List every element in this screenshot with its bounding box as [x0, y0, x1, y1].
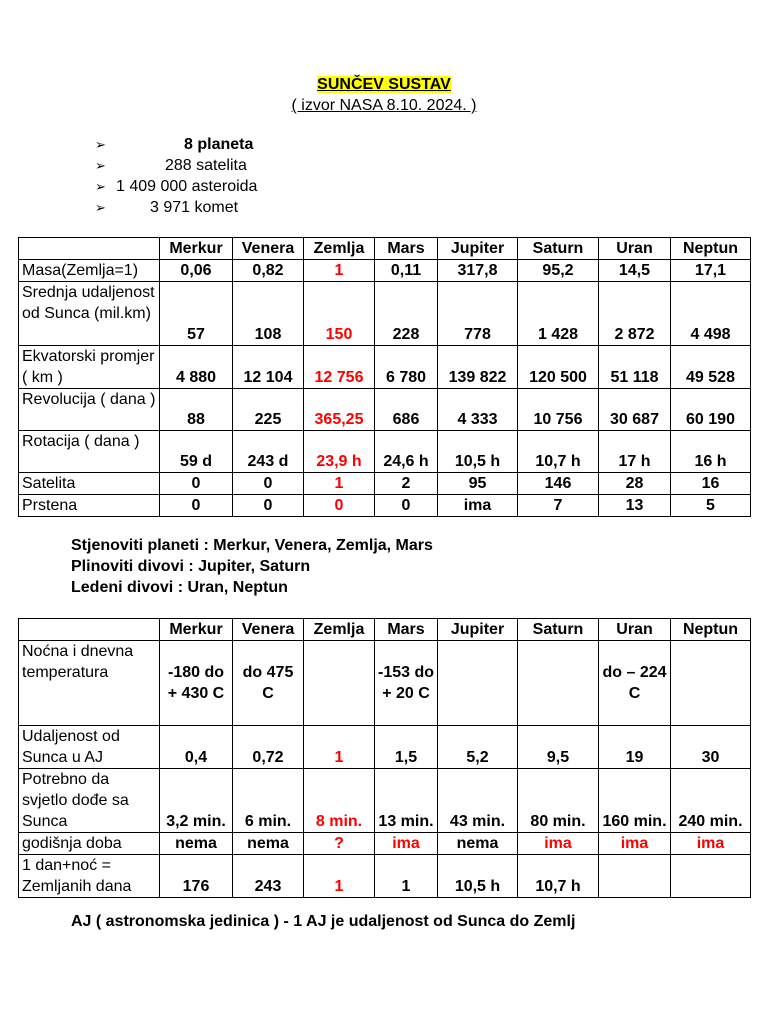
table-cell [518, 641, 599, 726]
title-block [0, 74, 768, 116]
group-gas-giants: Plinoviti divovi : Jupiter, Saturn [71, 558, 311, 575]
table-cell: 225 [233, 389, 304, 431]
row-label: Revolucija ( dana ) [19, 389, 160, 431]
table-cell: nema [160, 833, 233, 855]
table-cell: 0 [160, 495, 233, 517]
table-cell: 2 [375, 473, 438, 495]
row-label: Satelita [19, 473, 160, 495]
table-cell: 23,9 h [304, 431, 375, 473]
table-cell: 1 428 [518, 282, 599, 346]
column-header: Merkur [160, 619, 233, 641]
table-row [19, 431, 751, 473]
table-cell: 19 [599, 726, 671, 769]
table-cell: 4 880 [160, 346, 233, 389]
table-row [19, 473, 751, 495]
table-row [19, 641, 751, 726]
arrow-bullet-icon: ➢ [95, 200, 106, 215]
table-cell: 17 h [599, 431, 671, 473]
table-cell: 43 min. [438, 769, 518, 833]
header-corner [19, 619, 160, 641]
table-cell: nema [233, 833, 304, 855]
table-cell: 5,2 [438, 726, 518, 769]
column-header: Venera [233, 619, 304, 641]
table-cell: 80 min. [518, 769, 599, 833]
list-item-text: 288 satelita [165, 157, 247, 174]
table-cell: 0,11 [375, 260, 438, 282]
table-row [19, 346, 751, 389]
arrow-bullet-icon: ➢ [95, 179, 106, 194]
table-cell: 13 min. [375, 769, 438, 833]
table-cell: 0 [375, 495, 438, 517]
table-cell: 0,4 [160, 726, 233, 769]
table-cell: 7 [518, 495, 599, 517]
table-cell: 243 d [233, 431, 304, 473]
table-cell: 160 min. [599, 769, 671, 833]
table-cell: 95,2 [518, 260, 599, 282]
table-cell: 0,82 [233, 260, 304, 282]
table-cell: 12 104 [233, 346, 304, 389]
table-cell: 10,5 h [438, 431, 518, 473]
column-header: Mars [375, 238, 438, 260]
table-cell: do 475 C [233, 641, 304, 726]
table-cell: 0 [160, 473, 233, 495]
table-cell: 0 [304, 495, 375, 517]
column-header: Zemlja [304, 619, 375, 641]
arrow-bullet-icon: ➢ [95, 137, 106, 152]
table-cell: 4 333 [438, 389, 518, 431]
page-subtitle: ( izvor NASA 8.10. 2024. ) [291, 97, 477, 114]
row-label: Masa(Zemlja=1) [19, 260, 160, 282]
table-row [19, 855, 751, 898]
table-cell: 2 872 [599, 282, 671, 346]
row-label: godišnja doba [19, 833, 160, 855]
table-cell: 228 [375, 282, 438, 346]
table-cell: 686 [375, 389, 438, 431]
table-cell: 88 [160, 389, 233, 431]
table-cell: 243 [233, 855, 304, 898]
planet-conditions-table [18, 618, 751, 898]
table-cell: 1 [304, 726, 375, 769]
table-cell: 95 [438, 473, 518, 495]
column-header: Jupiter [438, 238, 518, 260]
table-cell: do – 224 C [599, 641, 671, 726]
table-row [19, 389, 751, 431]
row-label: 1 dan+noć = Zemljanih dana [19, 855, 160, 898]
table-cell: 108 [233, 282, 304, 346]
table-cell: 0 [233, 495, 304, 517]
table-cell: nema [438, 833, 518, 855]
column-header: Uran [599, 619, 671, 641]
planet-data-table [18, 237, 751, 517]
table-cell: 120 500 [518, 346, 599, 389]
table-cell: 28 [599, 473, 671, 495]
column-header: Uran [599, 238, 671, 260]
table-cell: 0,06 [160, 260, 233, 282]
table-cell [438, 641, 518, 726]
column-header: Mars [375, 619, 438, 641]
row-label: Prstena [19, 495, 160, 517]
table-cell: 14,5 [599, 260, 671, 282]
row-label: Potrebno da svjetlo dođe sa Sunca [19, 769, 160, 833]
column-header: Jupiter [438, 619, 518, 641]
row-label: Noćna i dnevna temperatura [19, 641, 160, 726]
column-header: Zemlja [304, 238, 375, 260]
table-cell: 10,7 h [518, 431, 599, 473]
table-cell: 24,6 h [375, 431, 438, 473]
table-cell: 6 780 [375, 346, 438, 389]
table-cell: ima [671, 833, 751, 855]
table-cell: ima [518, 833, 599, 855]
table-cell: 51 118 [599, 346, 671, 389]
table-cell: 49 528 [671, 346, 751, 389]
table-cell: 30 687 [599, 389, 671, 431]
table-cell: 17,1 [671, 260, 751, 282]
table-cell: 0,72 [233, 726, 304, 769]
table-cell: 1 [375, 855, 438, 898]
table-row [19, 260, 751, 282]
table-cell: 0 [233, 473, 304, 495]
table-cell: ima [599, 833, 671, 855]
table-cell: 13 [599, 495, 671, 517]
table-cell: ima [375, 833, 438, 855]
table-cell: 16 [671, 473, 751, 495]
table-cell: 6 min. [233, 769, 304, 833]
table-row [19, 495, 751, 517]
table-cell: ima [438, 495, 518, 517]
table-cell: 4 498 [671, 282, 751, 346]
table-row [19, 282, 751, 346]
row-label: Srednja udaljenost od Sunca (mil.km) [19, 282, 160, 346]
table-cell: 10,7 h [518, 855, 599, 898]
list-item-text: 3 971 komet [150, 199, 239, 216]
table-row [19, 833, 751, 855]
table-cell: -180 do + 430 C [160, 641, 233, 726]
planet-groups [71, 535, 433, 598]
table-row [19, 726, 751, 769]
page-title: SUNČEV SUSTAV [317, 76, 451, 93]
column-header: Saturn [518, 619, 599, 641]
header-corner [19, 238, 160, 260]
table-cell: 139 822 [438, 346, 518, 389]
table-cell: 365,25 [304, 389, 375, 431]
table-cell: 57 [160, 282, 233, 346]
au-footnote: AJ ( astronomska jedinica ) - 1 AJ je udaljenost od Sunca do Zemlj [71, 913, 576, 930]
list-item-text: 8 planeta [184, 136, 254, 153]
column-header: Merkur [160, 238, 233, 260]
table-row [19, 769, 751, 833]
row-label: Ekvatorski promjer ( km ) [19, 346, 160, 389]
table-cell: 1,5 [375, 726, 438, 769]
row-label: Udaljenost od Sunca u AJ [19, 726, 160, 769]
arrow-bullet-icon: ➢ [95, 158, 106, 173]
table-cell [599, 855, 671, 898]
table-cell: 10,5 h [438, 855, 518, 898]
group-ice-giants: Ledeni divovi : Uran, Neptun [71, 579, 288, 596]
table-cell: 30 [671, 726, 751, 769]
table-cell: 16 h [671, 431, 751, 473]
table-cell: 10 756 [518, 389, 599, 431]
group-rocky: Stjenoviti planeti : Merkur, Venera, Zemlja, Mars [71, 537, 433, 554]
table-cell: 240 min. [671, 769, 751, 833]
table-cell: 317,8 [438, 260, 518, 282]
table-cell: 176 [160, 855, 233, 898]
table-cell: 150 [304, 282, 375, 346]
table-cell [671, 641, 751, 726]
column-header: Venera [233, 238, 304, 260]
table-cell: ? [304, 833, 375, 855]
table-cell: 3,2 min. [160, 769, 233, 833]
table-cell [671, 855, 751, 898]
list-item-text: 1 409 000 asteroida [116, 178, 258, 195]
column-header: Neptun [671, 238, 751, 260]
column-header: Neptun [671, 619, 751, 641]
table-cell: 59 d [160, 431, 233, 473]
table-cell: 1 [304, 260, 375, 282]
table-cell: 9,5 [518, 726, 599, 769]
row-label: Rotacija ( dana ) [19, 431, 160, 473]
table-cell [304, 641, 375, 726]
table-cell: 8 min. [304, 769, 375, 833]
table-cell: 60 190 [671, 389, 751, 431]
table-cell: 12 756 [304, 346, 375, 389]
column-header: Saturn [518, 238, 599, 260]
table-cell: 5 [671, 495, 751, 517]
table-cell: -153 do + 20 C [375, 641, 438, 726]
table-cell: 1 [304, 855, 375, 898]
table-cell: 146 [518, 473, 599, 495]
table-cell: 1 [304, 473, 375, 495]
table-cell: 778 [438, 282, 518, 346]
